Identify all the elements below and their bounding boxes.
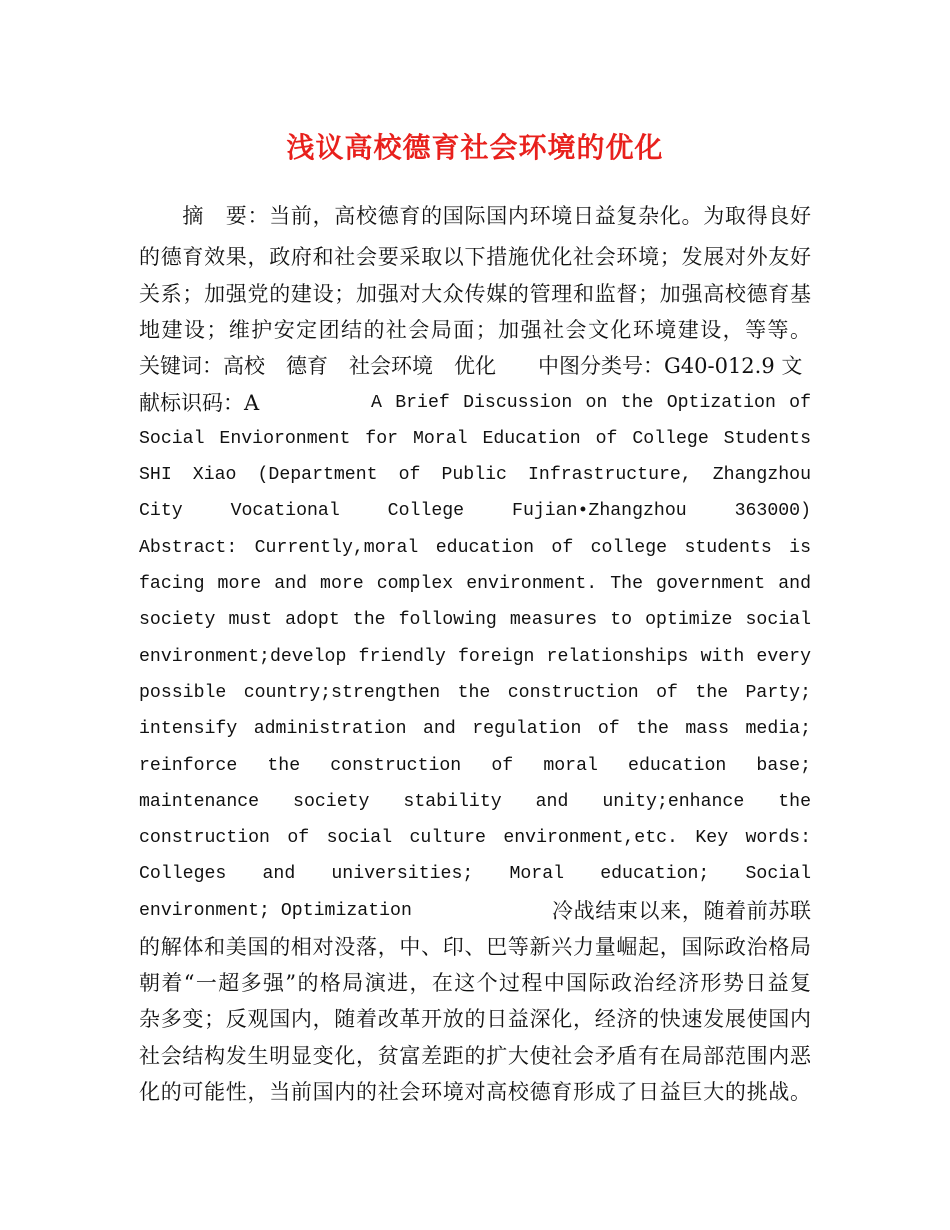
body-paragraph-line-4: 杂多变；反观国内，随着改革开放的日益深化，经济的快速发展使国内 <box>139 1007 811 1031</box>
body-paragraph-line-2: 的解体和美国的相对没落，中、印、巴等新兴力量崛起，国际政治格局 <box>139 935 811 959</box>
abstract-zh-line-1: 摘 要：当前，高校德育的国际国内环境日益复杂化。为取得良好 <box>139 204 811 228</box>
body-paragraph-line-5: 社会结构发生明显变化，贫富差距的扩大使社会矛盾有在局部范围内恶 <box>139 1044 811 1068</box>
abstract-en-line-1: Abstract: Currently,moral education of college students is <box>139 538 811 558</box>
body-paragraph-line-1: 冷战结束以来，随着前苏联 <box>552 899 811 923</box>
author-affiliation-line-2: City Vocational College Fujian•Zhangzhou 363000) <box>139 501 811 521</box>
abstract-en-line-7: reinforce the construction of moral education base; <box>139 756 811 776</box>
abstract-zh-line-3: 关系；加强党的建设；加强对大众传媒的管理和监督；加强高校德育基 <box>139 282 811 306</box>
document-title: 浅议高校德育社会环境的优化 <box>286 131 664 164</box>
body-paragraph-line-6: 化的可能性，当前国内的社会环境对高校德育形成了日益巨大的挑战。 <box>139 1080 811 1104</box>
abstract-zh-line-2: 的德育效果，政府和社会要采取以下措施优化社会环境；发展对外友好 <box>139 245 811 269</box>
keywords-en-line-1: Colleges and universities; Moral education; Social <box>139 864 811 884</box>
body-paragraph-line-3: 朝着“一超多强”的格局演进，在这个过程中国际政治经济形势日益复 <box>139 971 811 995</box>
abstract-en-line-9: construction of social culture environment,etc. Key words: <box>139 828 811 848</box>
abstract-en-line-6: intensify administration and regulation of the mass media; <box>139 719 811 739</box>
keywords-en-line-2: environment; Optimization <box>139 901 412 921</box>
document-code: 献标识码：A <box>139 391 260 415</box>
keywords-zh-line: 关键词：高校 德育 社会环境 优化 中图分类号：G40-012.9 文 <box>139 354 803 378</box>
abstract-en-line-3: society must adopt the following measures to optimize social <box>139 610 811 630</box>
abstract-zh-line-4: 地建设；维护安定团结的社会局面；加强社会文化环境建设，等等。 <box>139 318 811 342</box>
abstract-en-line-2: facing more and more complex environment. The government and <box>139 574 811 594</box>
english-title-line-2: Social Envioronment for Moral Education of College Students <box>139 429 811 449</box>
author-affiliation-line-1: SHI Xiao (Department of Public Infrastructure, Zhangzhou <box>139 465 811 485</box>
english-title-line-1: A Brief Discussion on the Optization of <box>371 393 811 413</box>
abstract-en-line-8: maintenance society stability and unity;enhance the <box>139 792 811 812</box>
abstract-en-line-5: possible country;strengthen the construction of the Party; <box>139 683 811 703</box>
abstract-en-line-4: environment;develop friendly foreign relationships with every <box>139 647 811 667</box>
